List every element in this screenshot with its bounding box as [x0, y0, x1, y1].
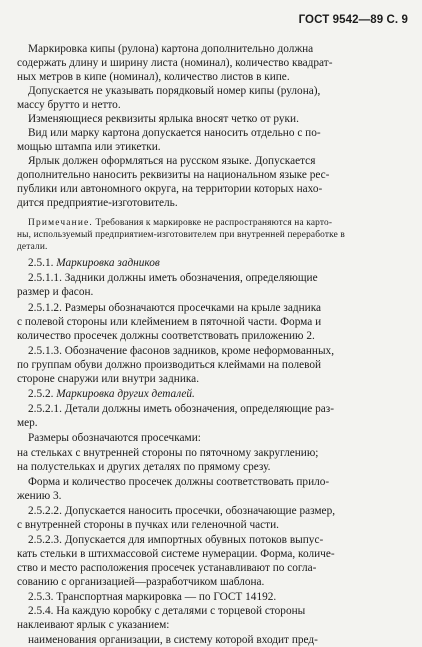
section-heading [28, 387, 195, 401]
paragraph-line: жению 3. [17, 490, 62, 502]
paragraph-line: 2.5.2.2. Допускается наносить просечки, обозначающие размер, [28, 505, 336, 517]
section-heading [28, 256, 160, 270]
section-number: 2.5.2. [28, 388, 57, 400]
paragraph-line: мер. [17, 417, 38, 429]
paragraph-line: 2.5.1.3. Обозначение фасонов задников, кроме неформованных, [28, 345, 335, 357]
paragraph-line: Допускается не указывать порядковый номер кипы (рулона), [28, 85, 321, 97]
paragraph-line: по группам обуви должно производиться клеймами на полевой [17, 359, 322, 371]
paragraph-line: 2.5.1.2. Размеры обозначаются просечками на крыле задника [28, 302, 322, 314]
paragraph-line: дополнительно наносить реквизиты на национальном языке рес- [17, 169, 330, 181]
note-line: детали. [17, 242, 48, 252]
paragraph-line: стороне снаружи или внутри задника. [17, 373, 200, 385]
paragraph-line: кать стельки в штихмассовой системе нумерации. Форма, количе- [17, 548, 335, 560]
paragraph-line: публики или автономного округа, на территории которых нахо- [17, 183, 323, 195]
paragraph-line: Вид или марку картона допускается наносить отдельно с по- [28, 127, 321, 139]
section-title: Маркировка других деталей. [56, 388, 195, 400]
section-number: 2.5.1. [28, 257, 57, 269]
paragraph-line: 2.5.2.1. Детали должны иметь обозначения, определяющие раз- [28, 403, 334, 415]
note-lead: Примечание. [28, 218, 93, 228]
paragraph-line: 2.5.4. На каждую коробку с деталями с торцевой стороны [28, 605, 306, 617]
paragraph-line: размер и фасон. [17, 286, 94, 298]
paragraph-line: количество просечек должны соответствовать приложению 2. [17, 330, 315, 342]
paragraph-line: сованию с организацией—разработчиком шаблона. [17, 576, 265, 588]
paragraph-line: ство и место расположения просечек устанавливают по согла- [17, 562, 317, 574]
paragraph-line: Ярлык должен оформляться на русском языке. Допускается [28, 155, 316, 167]
paragraph-line: 2.5.2.3. Допускается для импортных обувных потоков выпус- [28, 534, 324, 546]
paragraph-line: Изменяющиеся реквизиты ярлыка вносят четко от руки. [28, 113, 299, 125]
paragraph-line: наклеивают ярлык с указанием: [17, 619, 170, 631]
page-header: ГОСТ 9542—89 С. 9 [298, 14, 408, 26]
paragraph-line: на стельках с внутренней стороны по пяточному закруглению; [17, 447, 319, 459]
paragraph-line: с полевой стороны или клеймением в пяточной части. Форма и [17, 316, 322, 328]
paragraph-line: ных метров в кипе (номинал), количество листов в кипе. [17, 71, 290, 83]
paragraph-line: Маркировка кипы (рулона) картона дополнительно должна [28, 43, 314, 55]
paragraph-line: Форма и количество просечек должны соответствовать прило- [28, 476, 330, 488]
paragraph-line: дится предприятие-изготовитель. [17, 197, 178, 209]
paragraph-line: мощью штампа или этикетки. [17, 141, 161, 153]
paragraph-line: на полустельках и других деталях по прямому срезу. [17, 461, 271, 473]
paragraph-line: Размеры обозначаются просечками: [28, 432, 201, 444]
paragraph-line: 2.5.1.1. Задники должны иметь обозначения, определяющие [28, 272, 318, 284]
paragraph-line: массу брутто и нетто. [17, 99, 121, 111]
paragraph-line: с внутренней стороны в пучках или геленочной части. [17, 519, 279, 531]
paragraph-line: содержать длину и ширину листа (номинал), количество квадрат- [17, 57, 333, 69]
section-title: Маркировка задников [56, 257, 160, 269]
paragraph-line: наименования организации, в систему которой входит пред- [28, 634, 318, 646]
note-text: Требования к маркировке не распространяются на карто- [92, 218, 333, 228]
paragraph-line: 2.5.3. Транспортная маркировка — по ГОСТ 14192. [28, 591, 277, 603]
note-line [28, 217, 332, 229]
note-line: ны, используемый предприятием-изготовителем при внутренней переработке в [17, 230, 345, 240]
